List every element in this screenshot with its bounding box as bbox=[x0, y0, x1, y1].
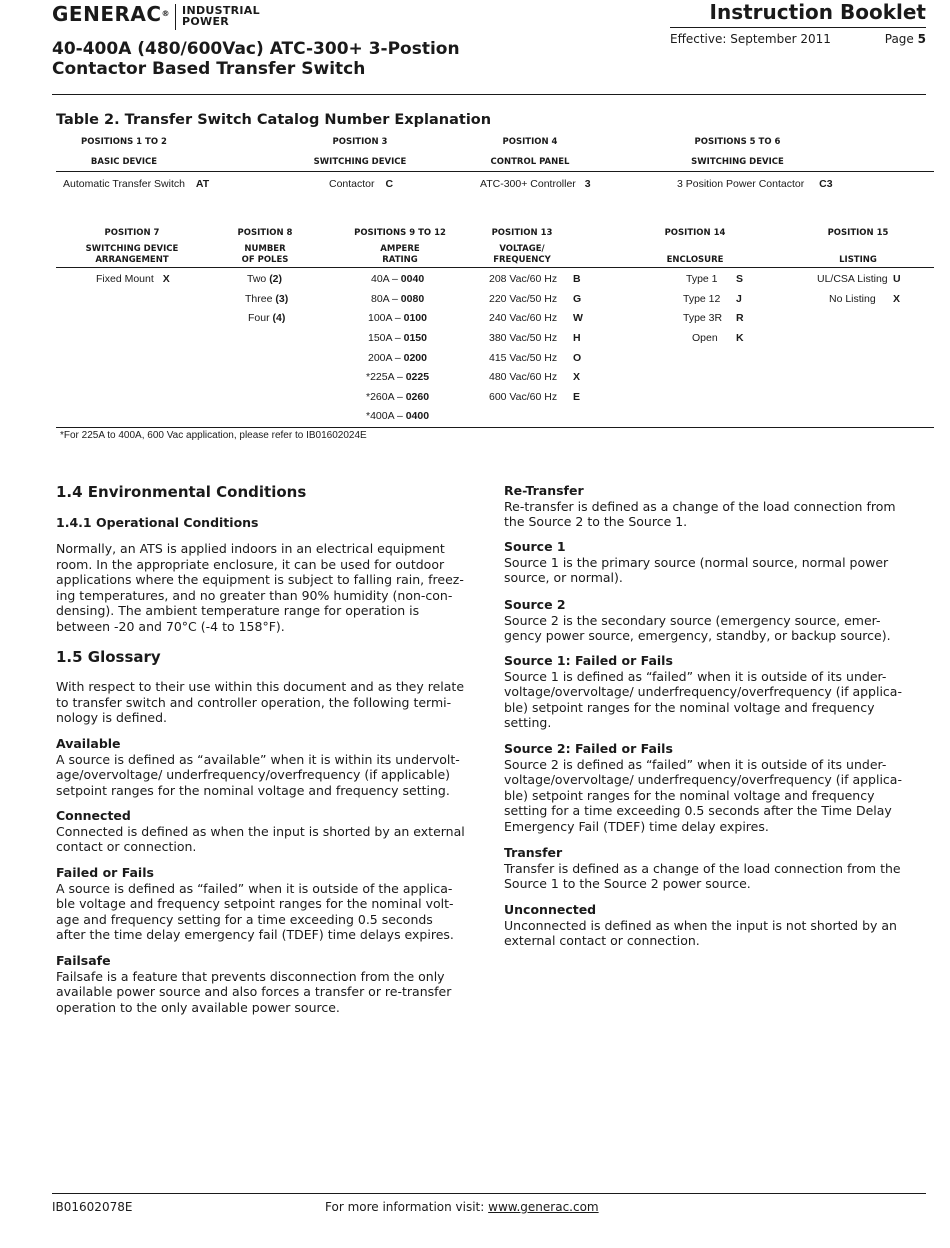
table-cell: 200A – 0200 bbox=[368, 352, 427, 364]
footer-rule bbox=[52, 1193, 926, 1194]
table-header: POSITIONS 1 TO 2 BASIC DEVICE bbox=[81, 137, 167, 167]
glossary-entry bbox=[56, 808, 474, 855]
environment-paragraph: Normally, an ATS is applied indoors in an electrical equipment room. In the appropriate enclosure, it can be used for outdoor applications where the equipment is subject to falling rain, freez- ing temperatures, and no greater than 90% humidity (non-con- densing). The ambient temperature range for operation is between -20 and 70°C (-4 to 158°F). bbox=[56, 541, 464, 634]
glossary-term: Source 1: Failed or Fails bbox=[504, 653, 673, 668]
glossary-entry bbox=[504, 741, 916, 835]
table-cell: UL/CSA Listing U bbox=[817, 273, 901, 285]
table-cell: 480 Vac/60 Hz X bbox=[489, 371, 581, 383]
glossary-definition: Connected is defined as when the input is shorted by an external contact or connection. bbox=[56, 823, 465, 855]
glossary-term: Source 1 bbox=[504, 539, 566, 554]
glossary-entry bbox=[56, 736, 474, 798]
table-header: POSITIONS 5 TO 6 SWITCHING DEVICE bbox=[691, 137, 784, 167]
table-cell: 3 Position Power Contactor C3 bbox=[677, 178, 833, 190]
glossary-definition: A source is defined as “available” when it is within its undervolt- age/overvoltage/ underfrequency/overfrequency (if applicable) setpoint ranges for the nominal voltage and frequency setting. bbox=[56, 751, 460, 798]
glossary-term: Source 2: Failed or Fails bbox=[504, 741, 673, 756]
table-header: POSITION 3 SWITCHING DEVICE bbox=[313, 137, 407, 167]
glossary-entry bbox=[504, 653, 916, 731]
top-rule bbox=[52, 94, 926, 95]
section-heading-1-5: 1.5 Glossary bbox=[56, 648, 161, 666]
table-cell: 100A – 0100 bbox=[368, 312, 427, 324]
table-header: POSITION 4 CONTROL PANEL bbox=[490, 137, 570, 167]
table-cell: Automatic Transfer Switch AT bbox=[63, 178, 210, 190]
glossary-definition: Source 2 is the secondary source (emergency source, emer- gency power source, emergency, standby, or backup source). bbox=[504, 612, 891, 644]
table-cell: Two (2) bbox=[247, 273, 283, 285]
website-link[interactable]: www.generac.com bbox=[488, 1200, 599, 1214]
generac-logo bbox=[52, 4, 260, 34]
table-cell: 240 Vac/60 Hz W bbox=[489, 312, 583, 324]
glossary-definition: Re-transfer is defined as a change of the load connection from the Source 2 to the Source 1. bbox=[504, 498, 896, 530]
glossary-definition: Unconnected is defined as when the input is not shorted by an external contact or connection. bbox=[504, 917, 897, 949]
glossary-intro: With respect to their use within this document and as they relate to transfer switch and controller operation, the following termi- nology is defined. bbox=[56, 679, 465, 726]
glossary-entry bbox=[504, 483, 916, 530]
booklet-title: Instruction Booklet bbox=[709, 0, 926, 24]
table-footnote: *For 225A to 400A, 600 Vac application, please refer to IB01602024E bbox=[60, 430, 367, 441]
table-cell: 150A – 0150 bbox=[368, 332, 427, 344]
table-cell: 380 Vac/50 Hz H bbox=[489, 332, 581, 344]
glossary-entry bbox=[504, 902, 916, 949]
table-cell: 415 Vac/50 Hz O bbox=[489, 352, 582, 364]
table-header: POSITION 13 VOLTAGE/ FREQUENCY bbox=[491, 228, 553, 265]
glossary-term: Failed or Fails bbox=[56, 865, 154, 880]
effective-date: Effective: September 2011 bbox=[670, 32, 831, 46]
table-rule bbox=[56, 267, 934, 268]
page-number: Page 5 bbox=[884, 32, 926, 46]
glossary-entry bbox=[56, 865, 474, 943]
table-cell: Type 1 S bbox=[686, 273, 744, 285]
section-heading-1-4: 1.4 Environmental Conditions bbox=[56, 483, 307, 501]
table-caption: Table 2. Transfer Switch Catalog Number Explanation bbox=[56, 112, 492, 128]
table-cell: Contactor C bbox=[329, 178, 394, 190]
document-title: 40-400A (480/600Vac) ATC-300+ 3-Postion Contactor Based Transfer Switch bbox=[52, 39, 460, 79]
table-cell: 220 Vac/50 Hz G bbox=[489, 293, 582, 305]
table-header: POSITION 8 NUMBER OF POLES bbox=[237, 228, 293, 265]
glossary-entry bbox=[504, 539, 916, 586]
glossary-entry bbox=[56, 953, 474, 1015]
glossary-definition: Transfer is defined as a change of the load connection from the Source 1 to the Source 2 power source. bbox=[504, 860, 901, 892]
glossary-term: Failsafe bbox=[56, 953, 111, 968]
glossary-term: Re-Transfer bbox=[504, 483, 584, 498]
table-cell: Open K bbox=[692, 332, 744, 344]
table-header: POSITION 14 ENCLOSURE bbox=[664, 228, 726, 265]
footer-document-id: IB01602078E bbox=[52, 1200, 133, 1214]
table-rule bbox=[56, 427, 934, 428]
table-cell: Type 12 J bbox=[683, 293, 742, 305]
table-cell: 80A – 0080 bbox=[371, 293, 425, 305]
table-cell: *225A – 0225 bbox=[366, 371, 430, 383]
glossary-entry bbox=[504, 597, 916, 644]
table-cell: Four (4) bbox=[248, 312, 286, 324]
table-cell: 208 Vac/60 Hz B bbox=[489, 273, 581, 285]
glossary-term: Connected bbox=[56, 808, 131, 823]
glossary-term: Available bbox=[56, 736, 121, 751]
table-cell: *400A – 0400 bbox=[366, 410, 430, 422]
table-cell: No Listing X bbox=[829, 293, 901, 305]
table-header: POSITION 15 LISTING bbox=[827, 228, 889, 265]
logo-wordmark: GENERAC® bbox=[52, 2, 171, 26]
header-rule bbox=[670, 27, 926, 28]
glossary-definition: Source 2 is defined as “failed” when it is outside of its under- voltage/overvoltage/ underfrequency/overfrequency (if applica- ble) setpoint ranges for the nominal voltage and frequency setting for a time exceeding 0.5 seconds after the Time Delay Emergency Fail (TDEF) time delay expires. bbox=[504, 756, 902, 834]
table-header: POSITION 7 SWITCHING DEVICE ARRANGEMENT bbox=[85, 228, 179, 265]
glossary-definition: Failsafe is a feature that prevents disconnection from the only available power source and also forces a transfer or re-transfer operation to the only available power source. bbox=[56, 968, 452, 1015]
subsection-heading-1-4-1: 1.4.1 Operational Conditions bbox=[56, 515, 259, 530]
glossary-definition: A source is defined as “failed” when it is outside of the applica- ble voltage and frequency setpoint ranges for the nominal volt- age and frequency setting for a time exceeding 0.5 seconds after the time delay emergency fail (TDEF) time delays expires. bbox=[56, 880, 454, 943]
table-header: POSITIONS 9 TO 12 AMPERE RATING bbox=[354, 228, 446, 265]
glossary-term: Source 2 bbox=[504, 597, 566, 612]
table-cell: 40A – 0040 bbox=[371, 273, 425, 285]
footer-info: For more information visit: www.generac.com bbox=[325, 1200, 599, 1214]
table-rule bbox=[56, 171, 934, 172]
table-cell: *260A – 0260 bbox=[366, 391, 430, 403]
glossary-definition: Source 1 is the primary source (normal source, normal power source, or normal). bbox=[504, 554, 889, 586]
table-cell: Type 3R R bbox=[683, 312, 744, 324]
table-cell: ATC-300+ Controller 3 bbox=[480, 178, 591, 190]
table-cell: 600 Vac/60 Hz E bbox=[489, 391, 581, 403]
logo-divider bbox=[175, 4, 176, 30]
table-cell: Three (3) bbox=[245, 293, 289, 305]
table-cell: Fixed Mount X bbox=[96, 273, 170, 285]
glossary-entry bbox=[504, 845, 916, 892]
glossary-term: Transfer bbox=[504, 845, 563, 860]
glossary-term: Unconnected bbox=[504, 902, 597, 917]
logo-subtitle: INDUSTRIAL POWER bbox=[182, 4, 260, 28]
glossary-definition: Source 1 is defined as “failed” when it is outside of its under- voltage/overvoltage/ underfrequency/overfrequency (if applica- ble) setpoint ranges for the nominal voltage and frequency setting. bbox=[504, 668, 902, 731]
